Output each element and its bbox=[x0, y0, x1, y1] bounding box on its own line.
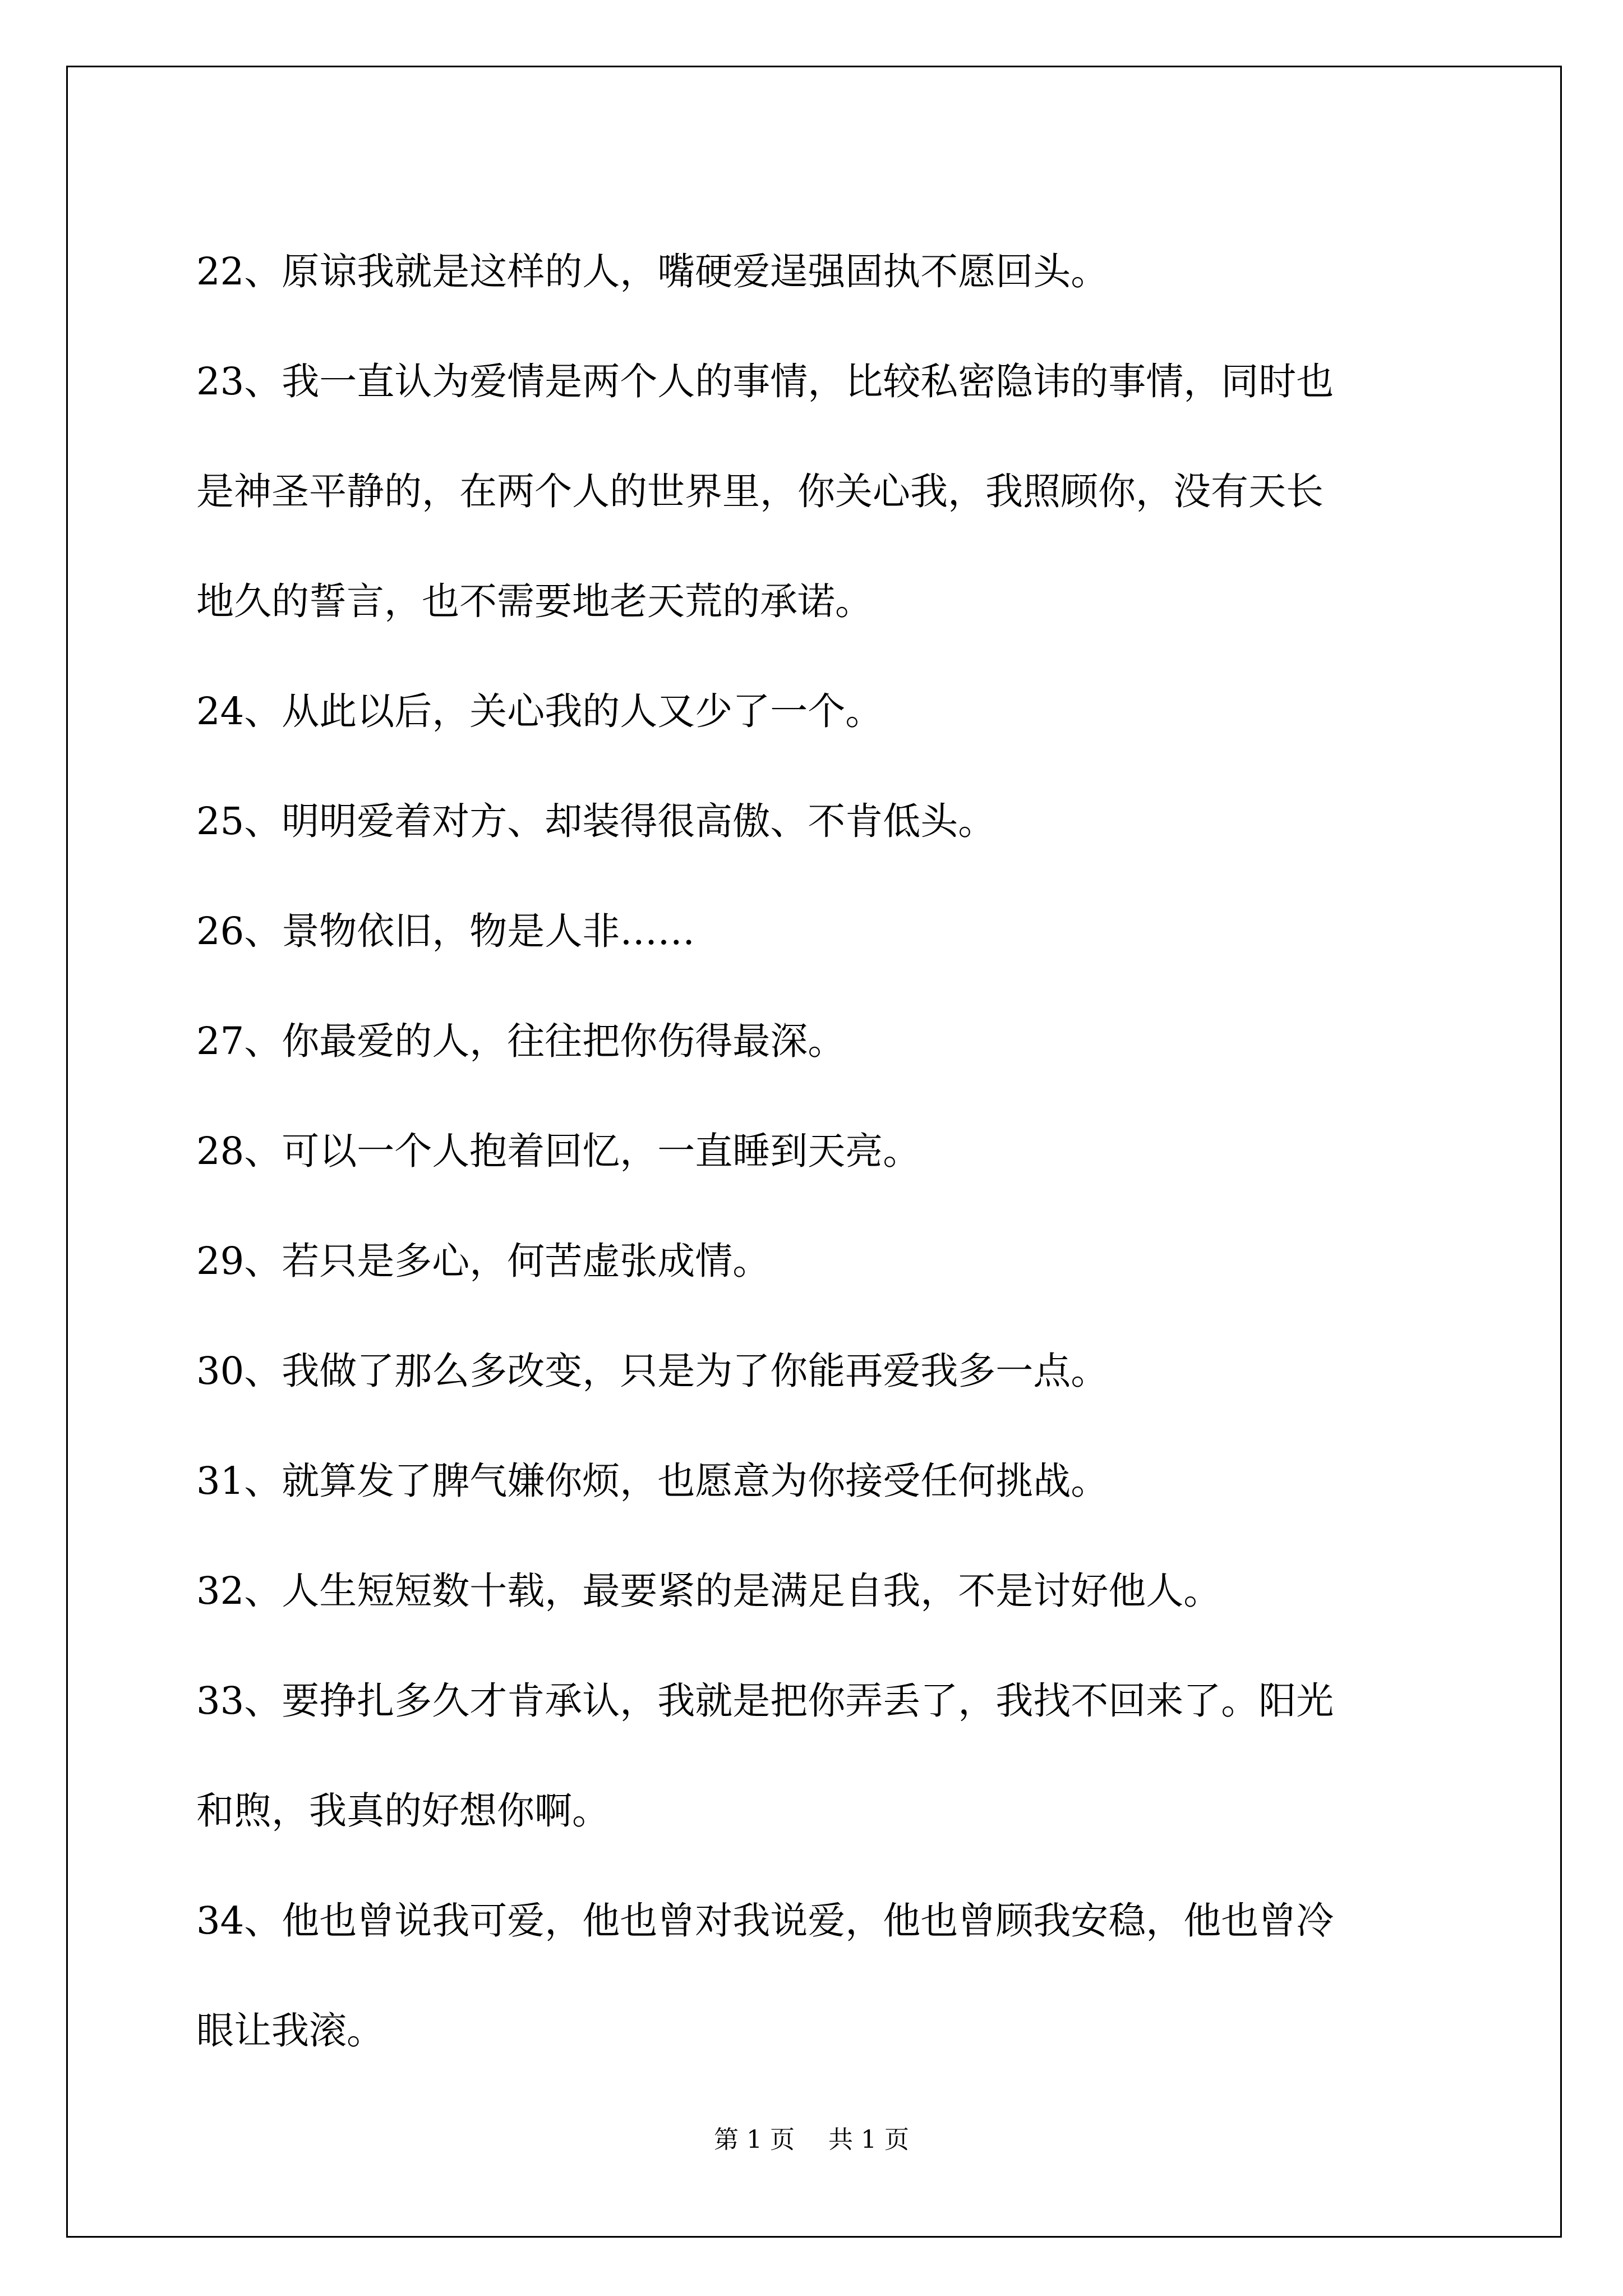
text-line: 是神圣平静的，在两个人的世界里，你关心我，我照顾你，没有天长 bbox=[196, 470, 1324, 513]
text-line: 33、要挣扎多久才肯承认，我就是把你弄丢了，我找不回来了。阳光 bbox=[196, 1679, 1334, 1723]
text-line: 26、景物依旧，物是人非…… bbox=[196, 909, 695, 953]
text-line: 28、可以一个人抱着回忆，一直睡到天亮。 bbox=[196, 1129, 921, 1173]
text-line: 31、就算发了脾气嫌你烦，也愿意为你接受任何挑战。 bbox=[196, 1459, 1109, 1503]
text-line: 地久的誓言，也不需要地老天荒的承诺。 bbox=[196, 579, 873, 623]
text-line: 24、从此以后，关心我的人又少了一个。 bbox=[196, 689, 883, 733]
text-line: 27、你最爱的人，往往把你伤得最深。 bbox=[196, 1019, 846, 1063]
text-line: 23、我一直认为爱情是两个人的事情，比较私密隐讳的事情，同时也 bbox=[196, 360, 1334, 403]
text-line: 34、他也曾说我可爱，他也曾对我说爱，他也曾顾我安稳，他也曾冷 bbox=[196, 1899, 1334, 1943]
text-line: 22、原谅我就是这样的人，嘴硬爱逞强固执不愿回头。 bbox=[196, 250, 1109, 293]
page-number: 第 1 页 bbox=[714, 2125, 795, 2154]
text-line: 30、我做了那么多改变，只是为了你能再爱我多一点。 bbox=[196, 1349, 1109, 1393]
page-footer bbox=[0, 2123, 1623, 2157]
text-line: 25、明明爱着对方、却装得很高傲、不肯低头。 bbox=[196, 799, 996, 843]
page-total: 共 1 页 bbox=[828, 2125, 909, 2154]
text-line: 眼让我滚。 bbox=[196, 2009, 384, 2053]
text-line: 29、若只是多心，何苦虚张成情。 bbox=[196, 1239, 771, 1283]
text-line: 和煦，我真的好想你啊。 bbox=[196, 1789, 610, 1833]
text-line: 32、人生短短数十载，最要紧的是满足自我，不是讨好他人。 bbox=[196, 1569, 1221, 1613]
document-body bbox=[196, 217, 1447, 2086]
